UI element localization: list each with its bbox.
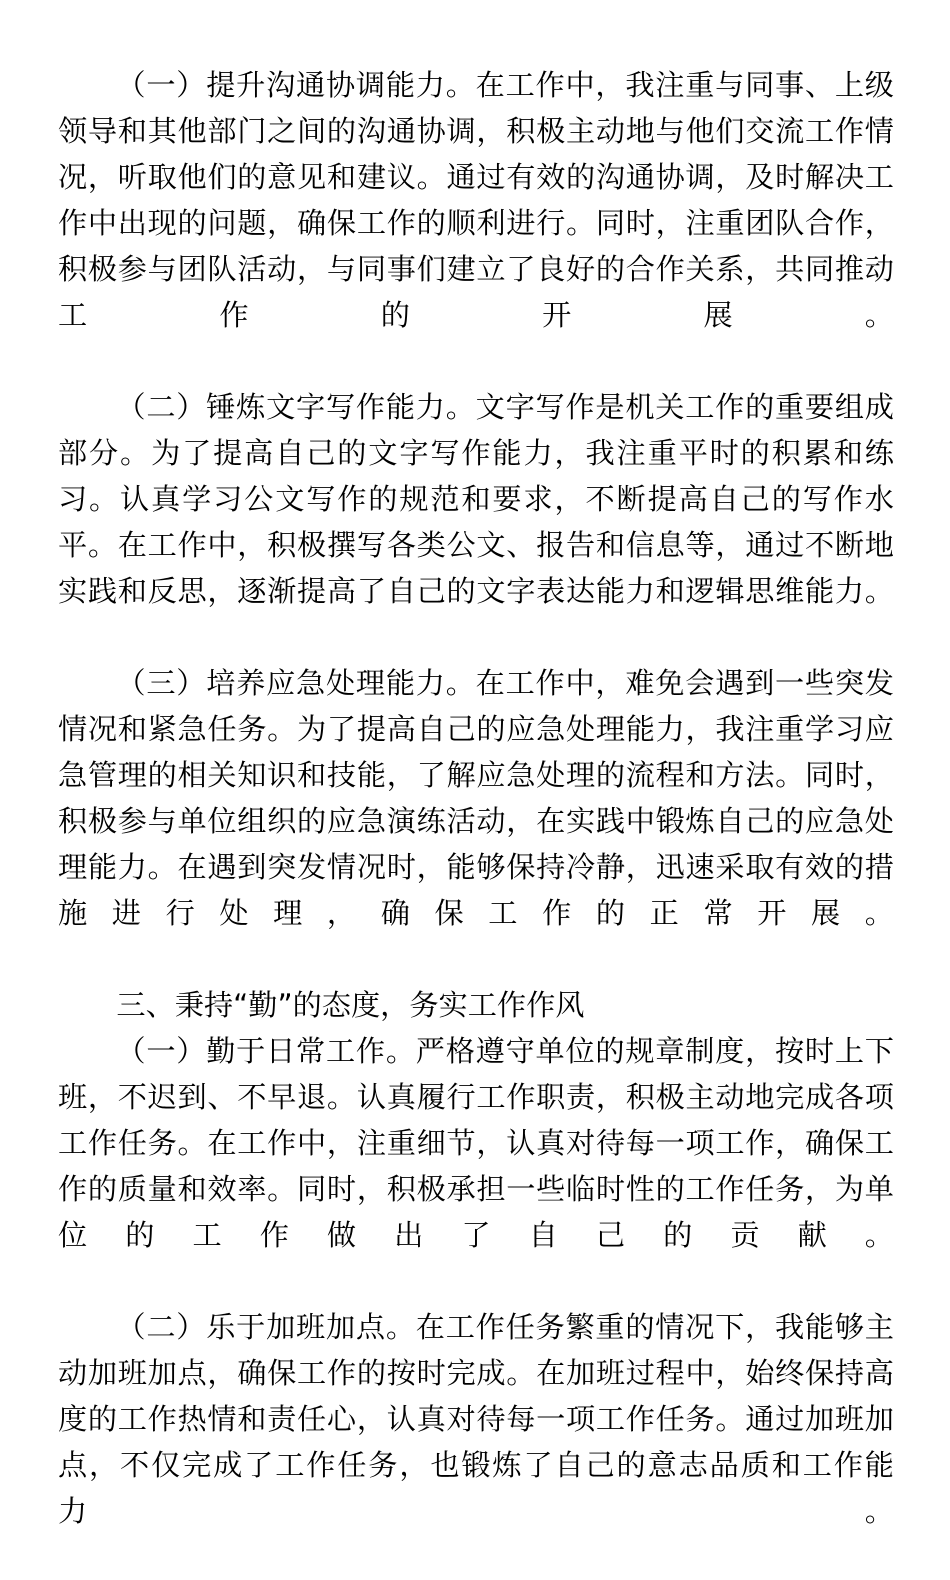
- document-body: [58, 62, 894, 1580]
- paragraph-overtime-willingness: （二）乐于加班加点。在工作任务繁重的情况下，我能够主动加班加点，确保工作的按时完成。在加班过程中，始终保持高度的工作热情和责任心，认真对待每一项工作任务。通过加班加点，不仅完成了工作任务，也锻炼了自己的意志品质和工作能力。: [58, 1310, 894, 1528]
- paragraph-writing-skill: （二）锤炼文字写作能力。文字写作是机关工作的重要组成部分。为了提高自己的文字写作能力，我注重平时的积累和练习。认真学习公文写作的规范和要求，不断提高自己的写作水平。在工作中，积极撰写各类公文、报告和信息等，通过不断地实践和反思，逐渐提高了自己的文字表达能力和逻辑思维能力。: [58, 390, 894, 608]
- paragraph-emergency-handling: （三）培养应急处理能力。在工作中，难免会遇到一些突发情况和紧急任务。为了提高自己的应急处理能力，我注重学习应急管理的相关知识和技能，了解应急处理的流程和方法。同时，积极参与单位组织的应急演练活动，在实践中锻炼自己的应急处理能力。在遇到突发情况时，能够保持冷静，迅速采取有效的措施进行处理，确保工作的正常开展。: [58, 666, 894, 930]
- section-heading-three: 三、秉持“勤”的态度，务实工作作风: [116, 988, 585, 1022]
- paragraph-daily-diligence: （一）勤于日常工作。严格遵守单位的规章制度，按时上下班，不迟到、不早退。认真履行工作职责，积极主动地完成各项工作任务。在工作中，注重细节，认真对待每一项工作，确保工作的质量和效率。同时，积极承担一些临时性的工作任务，为单位的工作做出了自己的贡献。: [58, 1034, 894, 1252]
- paragraph-promote-communication: （一）提升沟通协调能力。在工作中，我注重与同事、上级领导和其他部门之间的沟通协调，积极主动地与他们交流工作情况，听取他们的意见和建议。通过有效的沟通协调，及时解决工作中出现的问题，确保工作的顺利进行。同时，注重团队合作，积极参与团队活动，与同事们建立了良好的合作关系，共同推动工作的开展。: [58, 68, 894, 332]
